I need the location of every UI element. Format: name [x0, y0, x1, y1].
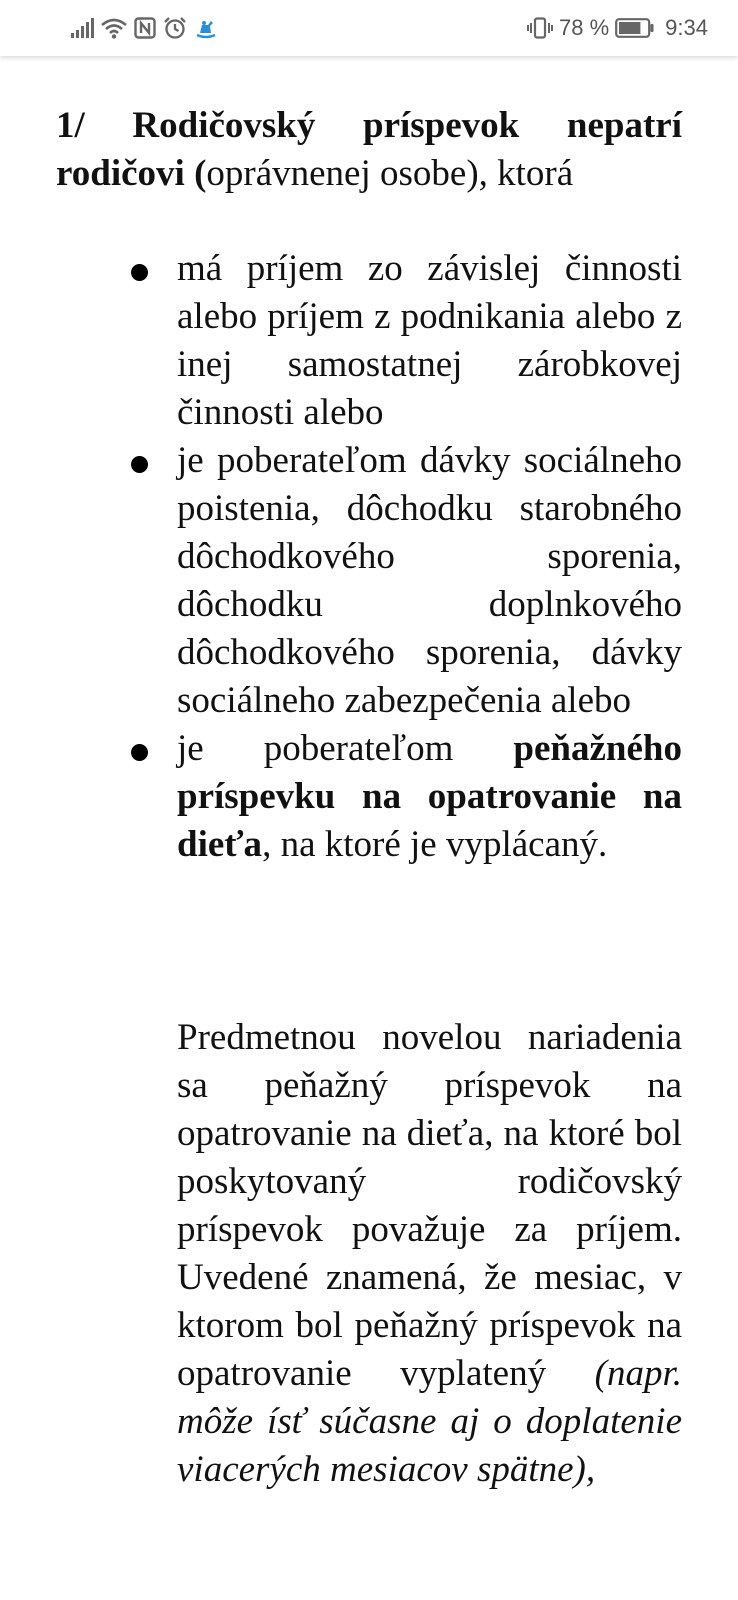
paragraph-text: Predmetnou novelou nariadenia sa peňažný príspevok na opatrovanie na dieťa, na ktoré bol poskytovaný rodičovský príspevok považuje za príjem. Uvedené znamená, že mesiac, v ktorom bol peňažný príspevok na opatrovanie vyplatený	[177, 1017, 682, 1394]
wifi-icon	[101, 17, 127, 39]
nfc-icon	[134, 17, 156, 39]
list-item-text-bold: peňažného príspevku na opatrovanie na dieťa	[177, 728, 682, 865]
bullet-dot	[131, 264, 148, 281]
list-item	[0, 245, 682, 437]
status-icons-right	[527, 13, 708, 43]
vibrate-icon	[527, 17, 553, 39]
battery-fill	[619, 22, 640, 34]
app-notification-icon	[194, 17, 218, 39]
list-item-text-part: má príjem zo závislej činnosti alebo príjem z podnikania alebo z inej samostatnej zárobkovej činnosti alebo	[177, 248, 682, 433]
list-item-text	[177, 728, 682, 865]
battery-percent: 78 %	[559, 15, 610, 40]
battery-icon	[615, 18, 655, 38]
alarm-icon	[163, 16, 187, 40]
explanatory-paragraph	[177, 1014, 682, 1494]
list-item	[0, 437, 682, 725]
list-item-text-part: je poberateľom	[177, 728, 514, 769]
list-item	[0, 725, 682, 869]
clock: 9:34	[665, 15, 708, 40]
list-item-text	[177, 440, 682, 721]
signal-icon	[70, 18, 94, 38]
bullet-dot	[131, 744, 148, 761]
section-heading-rest: oprávnenej osobe), ktorá	[206, 153, 574, 194]
paragraph-italic-text: (napr. môže ísť súčasne aj o doplatenie viacerých mesiacov spätne),	[177, 1353, 682, 1490]
bullet-dot	[131, 456, 148, 473]
list-item-text	[177, 248, 682, 433]
status-icons-left	[70, 13, 218, 43]
section-heading	[56, 102, 682, 198]
list-item-text-part: , na ktoré je vyplácaný.	[262, 824, 608, 865]
list-item-text-part: je poberateľom dávky sociálneho poistenia, dôchodku starobného dôchodkového sporenia, dôchodku doplnkového dôchodkového sporenia, dávky sociálneho zabezpečenia alebo	[177, 440, 682, 721]
section-heading-bold: 1/ Rodičovský príspevok nepatrí rodičovi (	[56, 105, 682, 194]
status-bar	[0, 0, 738, 56]
condition-list	[0, 245, 738, 869]
